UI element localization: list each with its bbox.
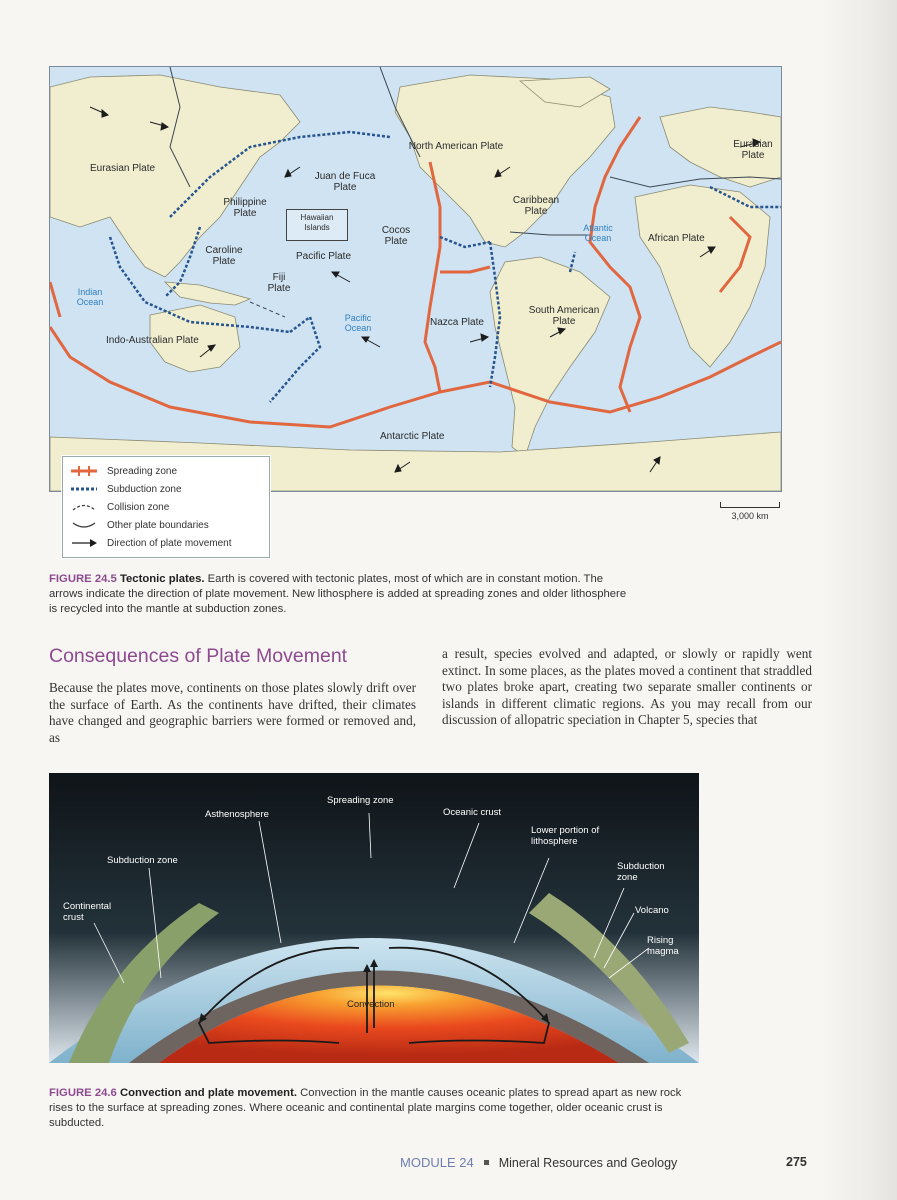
spreading-indian	[50, 282, 60, 317]
figure-title: Tectonic plates.	[119, 573, 205, 585]
label-continental-crust: Continental crust	[63, 901, 112, 923]
label-oceanic-crust: Oceanic crust	[443, 807, 502, 818]
page-gutter-shadow	[820, 0, 897, 1200]
other-boundary-icon	[69, 519, 99, 531]
plate-movement-arrow	[285, 167, 300, 177]
label-antarctic-plate: Antarctic Plate	[380, 431, 445, 442]
page-footer	[400, 1155, 820, 1170]
label-indian-ocean: Indian Ocean	[76, 287, 104, 307]
boundary-collision-indonesia	[250, 302, 285, 317]
label-pacific-plate: Pacific Plate	[296, 251, 352, 262]
label-atlantic-ocean: Atlantic Ocean	[583, 223, 613, 243]
label-fiji-plate: Fiji Plate	[267, 272, 291, 294]
label-juan-de-fuca-plate: Juan de Fuca Plate	[314, 171, 376, 193]
label-volcano: Volcano	[635, 905, 669, 916]
label-asthenosphere: Asthenosphere	[205, 809, 269, 820]
land-south-america	[490, 257, 610, 457]
label-rising-magma: Rising magma	[647, 935, 679, 957]
land-africa	[635, 185, 770, 367]
figure-number: FIGURE 24.6	[49, 1087, 117, 1099]
label-spreading-zone: Spreading zone	[327, 795, 394, 806]
collision-zone-icon	[69, 501, 99, 513]
subduction-zone-icon	[69, 483, 99, 495]
figure-caption-text: Convection in the mantle causes oceanic plates to spread apart as new rock rises to the surface at spreading zones. Where oceanic and continental plate margins come together, older oceanic crust is subducted.	[49, 1087, 682, 1129]
label-eurasian-plate-west: Eurasian Plate	[90, 163, 156, 174]
figure-title: Convection and plate movement.	[119, 1087, 297, 1099]
convection-graphic	[49, 773, 699, 1063]
scale-bar-line	[720, 502, 780, 508]
body-column-left: Because the plates move, continents on those plates slowly drift over the surface of Earth. As the continents have drifted, their climates have changed and geographic barriers were formed or removed and, as	[49, 680, 416, 745]
direction-arrow-icon	[69, 537, 99, 549]
label-hawaiian-islands: Hawaiian Islands	[300, 213, 334, 232]
footer-module: MODULE 24	[400, 1155, 474, 1170]
legend-other-boundaries: Other plate boundaries	[69, 517, 209, 533]
scale-bar-label: 3,000 km	[731, 511, 769, 521]
label-philippine-plate: Philippine Plate	[223, 197, 267, 219]
map-graphic	[50, 67, 781, 491]
figure-number: FIGURE 24.5	[49, 573, 117, 585]
section-heading: Consequences of Plate Movement	[49, 645, 348, 667]
plate-movement-arrow	[362, 337, 380, 347]
label-caroline-plate: Caroline Plate	[205, 245, 243, 267]
legend-collision-zone: Collision zone	[69, 499, 169, 515]
figure-24-6-caption	[49, 1086, 689, 1131]
label-african-plate: African Plate	[648, 233, 705, 244]
figure-24-5-caption	[49, 572, 629, 617]
label-cocos-plate: Cocos Plate	[381, 225, 411, 247]
label-subduction-zone-right: Subduction zone	[617, 861, 665, 883]
convection-diagram	[49, 773, 699, 1063]
body-column-right: a result, species evolved and adapted, or slowly or rapidly went extinct. In some places, as the plates moved a continent that straddled two plates broke apart, creating two separate smaller continents or islands in different climatic regions. As you may recall from our discussion of allopatric speciation in Chapter 5, species that	[442, 646, 812, 728]
label-caribbean-plate: Caribbean Plate	[512, 195, 560, 217]
label-nazca-plate: Nazca Plate	[430, 317, 484, 328]
page-number: 275	[786, 1155, 807, 1169]
label-north-american-plate: North American Plate	[408, 141, 504, 152]
label-south-american-plate: South American Plate	[528, 305, 600, 327]
tectonic-plate-map	[49, 66, 782, 492]
figure-caption-text: Earth is covered with tectonic plates, most of which are in constant motion. The arrows indicate the direction of plate movement. New lithosphere is added at spreading zones and older lithosphere is recycled into the mantle at subduction zones.	[49, 573, 627, 615]
label-convection: Convection	[347, 999, 395, 1010]
label-subduction-zone-left: Subduction zone	[107, 855, 178, 866]
map-scale-bar	[720, 502, 780, 521]
spreading-mid-atlantic	[590, 117, 640, 412]
legend-plate-direction: Direction of plate movement	[69, 535, 232, 551]
spreading-galapagos	[440, 267, 490, 272]
legend-spreading-zone: Spreading zone	[69, 463, 177, 479]
map-legend	[62, 456, 270, 558]
footer-separator	[484, 1160, 489, 1165]
plate-movement-arrow	[470, 334, 488, 342]
land-asia	[50, 75, 300, 277]
spreading-zone-icon	[69, 465, 99, 477]
label-indo-australian-plate: Indo-Australian Plate	[106, 335, 199, 346]
footer-title: Mineral Resources and Geology	[498, 1156, 678, 1170]
label-lower-lithosphere: Lower portion of lithosphere	[531, 825, 600, 847]
plate-movement-arrow	[332, 272, 350, 282]
label-pacific-ocean: Pacific Ocean	[344, 313, 372, 333]
label-eurasian-plate-east: Eurasian Plate	[733, 139, 773, 161]
hawaiian-islands-box	[286, 209, 348, 241]
spreading-east-pacific	[425, 162, 440, 392]
legend-subduction-zone: Subduction zone	[69, 481, 182, 497]
